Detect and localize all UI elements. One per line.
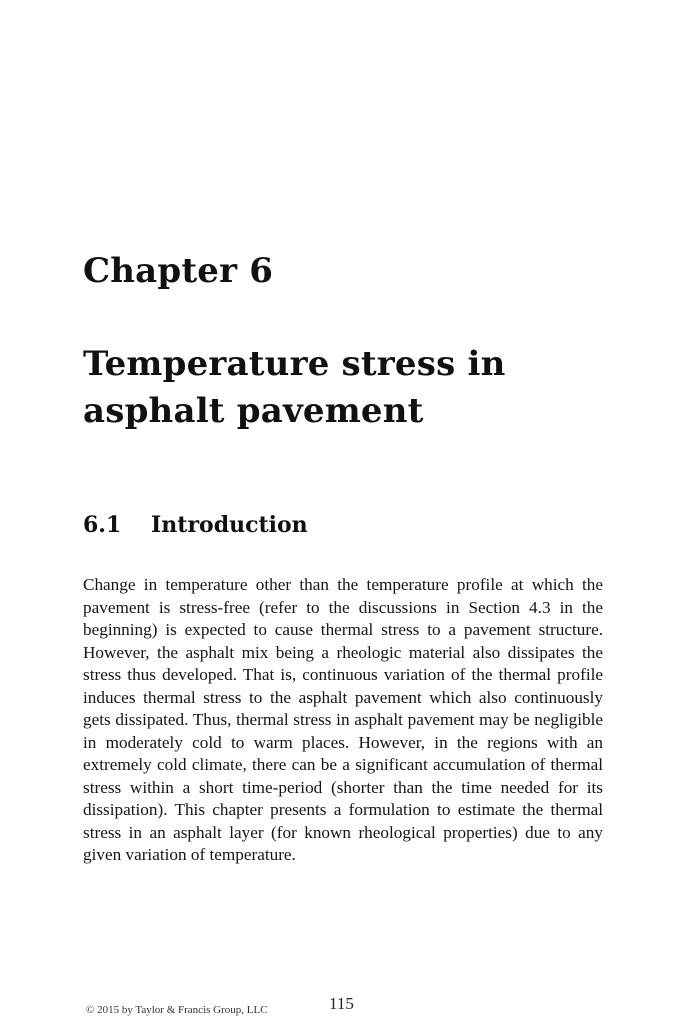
- chapter-label: Chapter 6: [83, 251, 274, 291]
- chapter-title: Temperature stress in asphalt pavement: [83, 344, 506, 431]
- copyright-notice: © 2015 by Taylor & Francis Group, LLC: [86, 1004, 268, 1016]
- section-heading: [83, 510, 308, 540]
- body-paragraph: Change in temperature other than the temperature profile at which the pavement is stress-free (refer to the discussions in Section 4.3 in the beginning) is expected to cause thermal stress to a pavement structure. However, the asphalt mix being a rheologic material also dissipates the stress thus developed. That is, continuous variation of the thermal profile induces thermal stress to the asphalt pavement which also continuously gets dissipated. Thus, thermal stress in asphalt pavement may be negligible in moderately cold to warm places. However, in the regions with an extremely cold climate, there can be a significant accumulation of thermal stress within a short time-period (shorter than the time needed for its dissipation). This chapter presents a formulation to estimate the thermal stress in an asphalt layer (for known rheological properties) due to any given variation of temperature.: [83, 575, 603, 864]
- section-number: 6.1: [83, 512, 122, 538]
- section-title: Introduction: [151, 512, 308, 538]
- page-footer: [86, 994, 606, 1024]
- page-number: 115: [329, 994, 354, 1013]
